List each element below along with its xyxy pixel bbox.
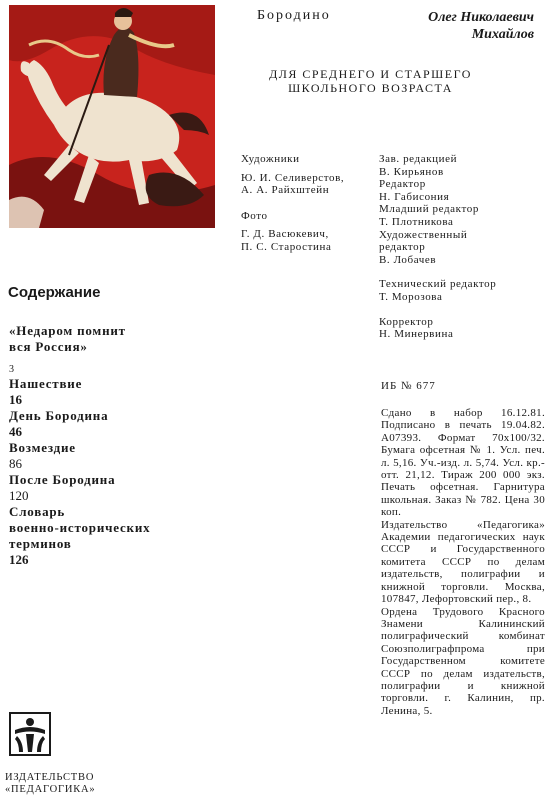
audience-note: [253, 67, 488, 95]
cover-illustration: [9, 5, 215, 228]
photographer-name: П. С. Старостина: [241, 240, 332, 253]
credit-line: Редактор: [379, 178, 426, 191]
contents-heading: Содержание: [8, 284, 101, 301]
credit-line: Зав. редакцией: [379, 153, 458, 165]
toc-item-page: 46: [9, 424, 22, 439]
toc-item-title: Нашествие: [9, 376, 83, 391]
photographer-name: Г. Д. Васюкевич,: [241, 228, 329, 241]
imprint-paragraph: Ордена Трудового Красного Знамени Калининский полиграфический комбинат Союзполиграфпрома при Государственном комитете СССР по делам издательств, полиграфии и книжной торговли. г. Калинин, пр. Ленина, 5.: [381, 605, 545, 717]
book-title: Бородино: [257, 8, 331, 23]
audience-line: ДЛЯ СРЕДНЕГО И СТАРШЕГО: [269, 67, 472, 81]
toc-item-page: 16: [9, 392, 22, 407]
author-name: [410, 9, 534, 43]
toc-item-title: День Бородина: [9, 408, 109, 423]
credit-line: Младший редактор: [379, 203, 479, 216]
credit-line: редактор: [379, 241, 426, 254]
credit-line: Т. Морозова: [379, 290, 443, 303]
toc-item-page: 126: [9, 552, 29, 567]
toc-item-page: 86: [9, 456, 22, 471]
credit-line: В. Лобачев: [379, 253, 437, 266]
publisher-logo-icon: [9, 712, 51, 756]
author-last-name: Михайлов: [471, 27, 534, 42]
imprint-paragraph: Издательство «Педагогика» Академии педагогических наук СССР и Государственного комитета СССР по делам издательств, полиграфии и книжной торговли. Москва, 107847, Лефортовский пер., 8.: [381, 518, 545, 606]
publisher-line: «ПЕДАГОГИКА»: [5, 784, 96, 795]
toc-item-page: 120: [9, 488, 29, 503]
artists-label: Художники: [241, 153, 300, 165]
ib-number: ИБ № 677: [381, 380, 436, 392]
table-of-contents: [9, 323, 224, 568]
toc-item: [9, 408, 224, 440]
credit-line: Корректор: [379, 315, 434, 328]
credit-line: Технический редактор: [379, 278, 497, 291]
toc-item: [9, 504, 224, 568]
credit-line: Н. Габисония: [379, 190, 450, 203]
toc-item: [9, 440, 224, 472]
imprint-paragraph: Сдано в набор 16.12.81. Подписано в печать 19.04.82. А07393. Формат 70x100/32. Бумага офсетная № 1. Усл. печ. л. 5,16. Уч.-изд. л. 5,74. Усл. кр.-отт. 21,12. Тираж 200 000 экз. Печать офсетная. Гарнитура школьная. Заказ № 782. Цена 30 коп.: [381, 407, 545, 519]
artist-name: А. А. Райхштейн: [241, 184, 330, 197]
artist-name: Ю. И. Селиверстов,: [241, 171, 345, 184]
photo-label: Фото: [241, 209, 268, 222]
credit-line: В. Кирьянов: [379, 165, 444, 178]
publisher-name: [5, 772, 95, 796]
toc-item: [9, 323, 224, 376]
credit-line: Художественный: [379, 228, 468, 241]
toc-item-title: военно-исторических: [9, 520, 151, 535]
toc-item-title: вся Россия»: [9, 339, 88, 354]
toc-item-title: терминов: [9, 536, 72, 551]
toc-item-title: «Недаром помнит: [9, 323, 126, 338]
toc-item: [9, 376, 224, 408]
credits-right: [379, 153, 544, 341]
credit-line: Т. Плотникова: [379, 215, 454, 228]
toc-item-title: Возмездие: [9, 440, 76, 455]
imprint-text: [381, 407, 545, 717]
toc-item-title: После Бородина: [9, 472, 116, 487]
credit-line: Н. Минервина: [379, 328, 454, 341]
toc-item-page: 3: [9, 364, 14, 375]
audience-line: ШКОЛЬНОГО ВОЗРАСТА: [288, 81, 453, 95]
credits-left: [241, 153, 376, 254]
toc-item-title: Словарь: [9, 504, 66, 519]
publisher-line: ИЗДАТЕЛЬСТВО: [5, 772, 95, 783]
author-first-name: Олег Николаевич: [428, 10, 534, 25]
toc-item: [9, 472, 224, 504]
